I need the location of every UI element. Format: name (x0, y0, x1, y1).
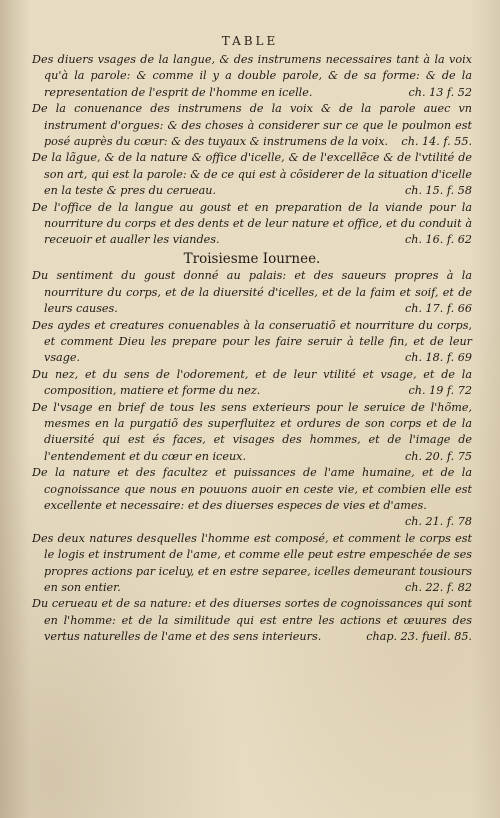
entry-text: Du nez, et du sens de l'odorement, et de leur vtilité et vsage, et de la composition, matiere et forme du nez. (32, 367, 472, 398)
entry-text: De la nature et des facultez et puissances de l'ame humaine, et de la cognoissance que nous en pouuons auoir en ceste vie, et combien elle est excellente et necessaire: et des diuerses especes de vies et d'ames. (32, 466, 472, 512)
section-title: Troisiesme Iournee. (183, 250, 321, 267)
toc-entry (32, 596, 472, 645)
chapter-reference: ch. 17. f. 66 (404, 302, 472, 316)
chapter-reference: ch. 22. f. 82 (404, 581, 472, 594)
toc-entry (32, 531, 472, 597)
chapter-reference: ch. 15. f. 58 (404, 184, 472, 198)
chapter-reference: ch. 13 f. 52 (408, 85, 472, 99)
entry-text: De la lãgue, & de la nature & office d'icelle, & de l'excellẽce & de l'vtilité de son art, qui est la parole: & de ce qui est à cõsiderer de la situation d'icelle en la teste & pres du cerueau. (32, 151, 472, 198)
entry-text: Du cerueau et de sa nature: et des diuerses sortes de cognoissances qui sont en l'homme: et de la similitude qui est entre les actions et œuures des vertus naturelles de l'ame et des sens interieurs. (32, 597, 472, 644)
chapter-reference: ch. 21. f. 78 (404, 515, 472, 529)
entry-text: Des diuers vsages de la langue, & des instrumens necessaires tant à la voix qu'à la parole: & comme il y a double parole, & de sa forme: & de la representation de l'esprit de l'homme en icelle. (32, 53, 472, 99)
chapter-reference: ch. 19 f. 72 (408, 384, 472, 398)
running-head: TABLE (221, 34, 279, 48)
chapter-reference: ch. 14. f. 55. (401, 135, 472, 149)
entry-text: Des aydes et creatures conuenables à la conseruatiõ et nourriture du corps, et comment Dieu les prepare pour les faire seruir à telle fin, et de leur vsage. (32, 318, 472, 365)
toc-entry (32, 318, 472, 367)
chapter-reference: ch. 16. f. 62 (404, 233, 472, 247)
chapter-reference: ch. 20. f. 75 (404, 449, 472, 463)
entry-text: De la conuenance des instrumens de la voix & de la parole auec vn instrument d'orgues: & des choses à considerer sur ce que le poulmon est posé auprès du cœur: & des tuyaux & instrumens de la voix. (32, 102, 472, 149)
entry-text: Des deux natures desquelles l'homme est composé, et comment le corps est le logis et instrument de l'ame, et comme elle peut estre empeschée de ses propres actions par iceluy, et en estre separee, icelles demeurant tousiours en son entier. (32, 531, 472, 594)
entry-text: De l'office de la langue au goust et en preparation de la viande pour la nourriture du corps et des dents et de leur nature et office, et du conduit à receuoir et aualler les viandes. (32, 200, 472, 247)
toc-entry (32, 400, 472, 466)
entry-text: Du sentiment du goust donné au palais: et des saueurs propres à la nourriture du corps, et de la diuersité d'icelles, et de la faim et soif, et de leurs causes. (32, 269, 472, 316)
toc-entry (32, 268, 472, 317)
toc-entry (32, 150, 472, 199)
toc-entry (32, 465, 472, 531)
toc-entry (32, 200, 472, 249)
table-of-contents (32, 52, 472, 646)
entry-text: De l'vsage en brief de tous les sens exterieurs pour le seruice de l'hõme, mesmes en la purgatiõ des superfluitez et ordures de son corps et de la diuersité qui est és faces, et visages des hommes, et de l'image de l'entendement et du cœur en iceux. (32, 400, 472, 463)
chapter-reference: ch. 18. f. 69 (404, 351, 472, 365)
chapter-reference: chap. 23. fueil. 85. (366, 630, 472, 644)
toc-entry (32, 367, 472, 400)
toc-entry (32, 101, 472, 150)
toc-entry (32, 52, 472, 101)
